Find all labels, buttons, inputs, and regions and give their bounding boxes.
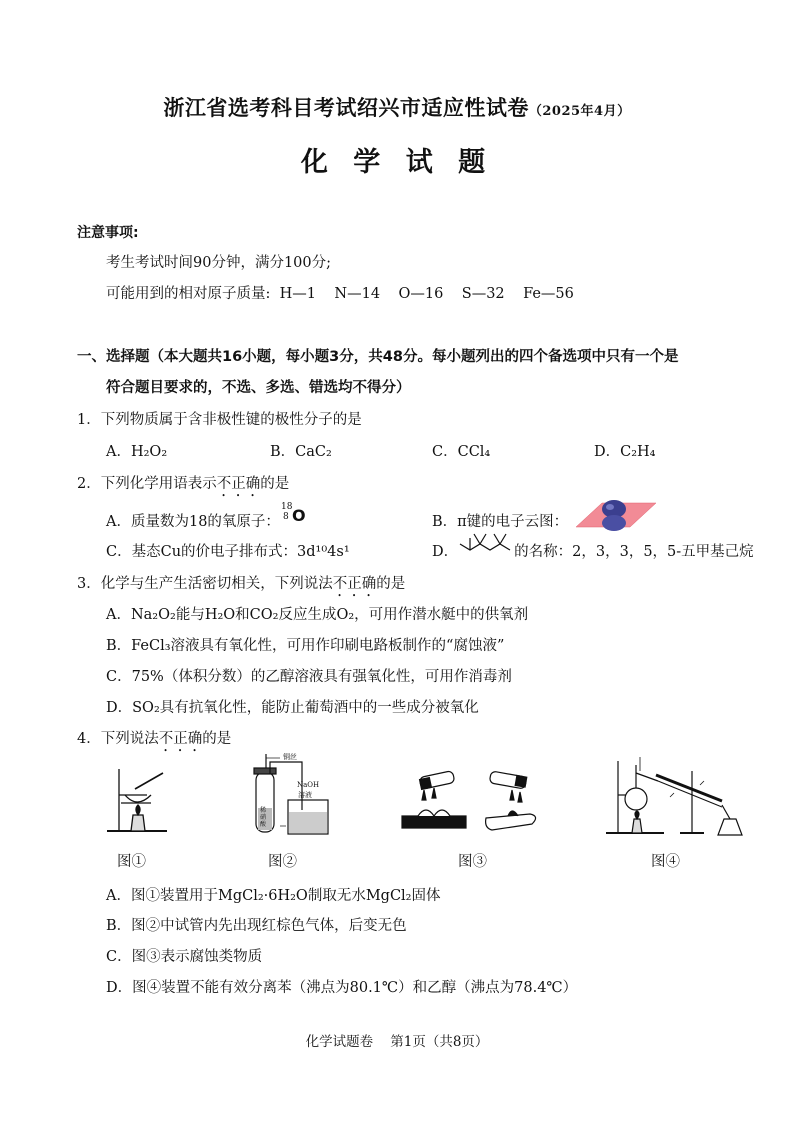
exam-title-text: 浙江省选考科目考试绍兴市适应性试卷 bbox=[163, 96, 529, 120]
notice-mass-label: 可能用到的相对原子质量: bbox=[106, 286, 271, 302]
exam-title bbox=[0, 92, 794, 122]
q1-option-a: A．H₂O₂ bbox=[106, 444, 168, 460]
q2-stem-emphasis: 不正确 bbox=[216, 476, 261, 492]
atomic-masses: H—1 N—14 O—16 S—32 Fe—56 bbox=[279, 286, 574, 302]
notice-heading: 注意事项: bbox=[77, 225, 139, 241]
pi-lobe-lower bbox=[602, 515, 626, 531]
figure-2-label: 图② bbox=[268, 854, 297, 870]
q4-stem-emphasis: 不正确 bbox=[158, 731, 203, 747]
fig2-acid-label: 稀硝酸 bbox=[260, 807, 267, 828]
isotope-symbol: O bbox=[292, 506, 306, 525]
isotope-mass-number: 18 bbox=[281, 502, 293, 512]
q3-stem-post: 的是 bbox=[376, 576, 406, 592]
pi-lobe-highlight bbox=[606, 504, 614, 510]
q2-stem bbox=[77, 472, 289, 500]
q2-option-b: B．π键的电子云图： bbox=[432, 514, 569, 530]
notice-line-1: 考生考试时间90分钟，满分100分; bbox=[106, 255, 332, 271]
q3-stem-emphasis: 不正确 bbox=[332, 576, 377, 592]
q4-option-c: C．图③表示腐蚀类物质 bbox=[106, 949, 263, 965]
q3-option-c: C．75%（体积分数）的乙醇溶液具有强氧化性，可用作消毒剂 bbox=[106, 669, 512, 685]
page-footer: 化学试题卷 第1页（共8页） bbox=[305, 1034, 489, 1050]
subject-title: 化 学 试 题 bbox=[300, 147, 494, 178]
exam-date: （2025年4月） bbox=[528, 104, 631, 119]
q2-stem-post: 的是 bbox=[260, 476, 290, 492]
q2-option-a bbox=[106, 510, 280, 531]
figure-3-label: 图③ bbox=[458, 854, 487, 870]
figure-4-label: 图④ bbox=[651, 854, 680, 870]
q1-option-b: B．CaC₂ bbox=[270, 444, 332, 460]
q2-stem-pre: 2．下列化学用语表示 bbox=[77, 476, 217, 492]
q3-option-b: B．FeCl₃溶液具有氧化性，可用作印刷电路板制作的“腐蚀液” bbox=[106, 638, 505, 654]
figure-1-evaporation-apparatus bbox=[105, 765, 175, 837]
q4-stem-pre: 4．下列说法 bbox=[77, 731, 159, 747]
section-1-heading-cont: 符合题目要求的，不选、多选、错选均不得分） bbox=[106, 380, 411, 396]
fig2-solution-label: 溶液 bbox=[298, 791, 312, 799]
isotope-atomic-number: 8 bbox=[283, 512, 289, 522]
pi-bond-cloud-image bbox=[572, 497, 658, 535]
figure-1-label: 图① bbox=[117, 854, 146, 870]
q4-stem bbox=[77, 727, 231, 755]
figure-2-copper-nitric-apparatus bbox=[236, 752, 356, 842]
q3-option-a: A．Na₂O₂能与H₂O和CO₂反应生成O₂，可用作潜水艇中的供氧剂 bbox=[106, 607, 529, 623]
q3-option-d: D．SO₂具有抗氧化性，能防止葡萄酒中的一些成分被氧化 bbox=[106, 700, 479, 716]
q4-option-d: D．图④装置不能有效分离苯（沸点为80.1℃）和乙醇（沸点为78.4℃） bbox=[106, 980, 578, 996]
fig2-naoh-label: NaOH bbox=[297, 781, 320, 789]
q2-option-c: C．基态Cu的价电子排布式：3d¹⁰4s¹ bbox=[106, 544, 350, 560]
section-1-heading: 一、选择题（本大题共16小题，每小题3分，共48分。每小题列出的四个备选项中只有一个是 bbox=[77, 349, 679, 365]
figure-3-corrosive-pictogram bbox=[400, 770, 550, 838]
figure-4-distillation-apparatus bbox=[604, 755, 756, 841]
q2-option-d-letter: D． bbox=[432, 544, 459, 560]
q1-option-c: C．CCl₄ bbox=[432, 444, 491, 460]
q2-option-d-text: 的名称：2，3，3，5，5-五甲基己烷 bbox=[514, 544, 754, 560]
q4-option-a: A．图①装置用于MgCl₂·6H₂O制取无水MgCl₂固体 bbox=[106, 888, 441, 904]
q1-stem: 1．下列物质属于含非极性键的极性分子的是 bbox=[77, 412, 362, 428]
q2-option-a-text: A．质量数为18的氧原子： bbox=[106, 514, 280, 530]
q1-option-d: D．C₂H₄ bbox=[594, 444, 656, 460]
notice-line-2 bbox=[106, 282, 574, 303]
fig2-wire-label: 铜丝 bbox=[283, 753, 297, 761]
q3-stem bbox=[77, 572, 405, 600]
skeletal-formula-image bbox=[458, 530, 514, 558]
isotope-notation bbox=[281, 502, 292, 522]
q4-stem-post: 的是 bbox=[202, 731, 232, 747]
q3-stem-pre: 3．化学与生产生活密切相关，下列说法 bbox=[77, 576, 333, 592]
q4-option-b: B．图②中试管内先出现红棕色气体，后变无色 bbox=[106, 918, 407, 934]
